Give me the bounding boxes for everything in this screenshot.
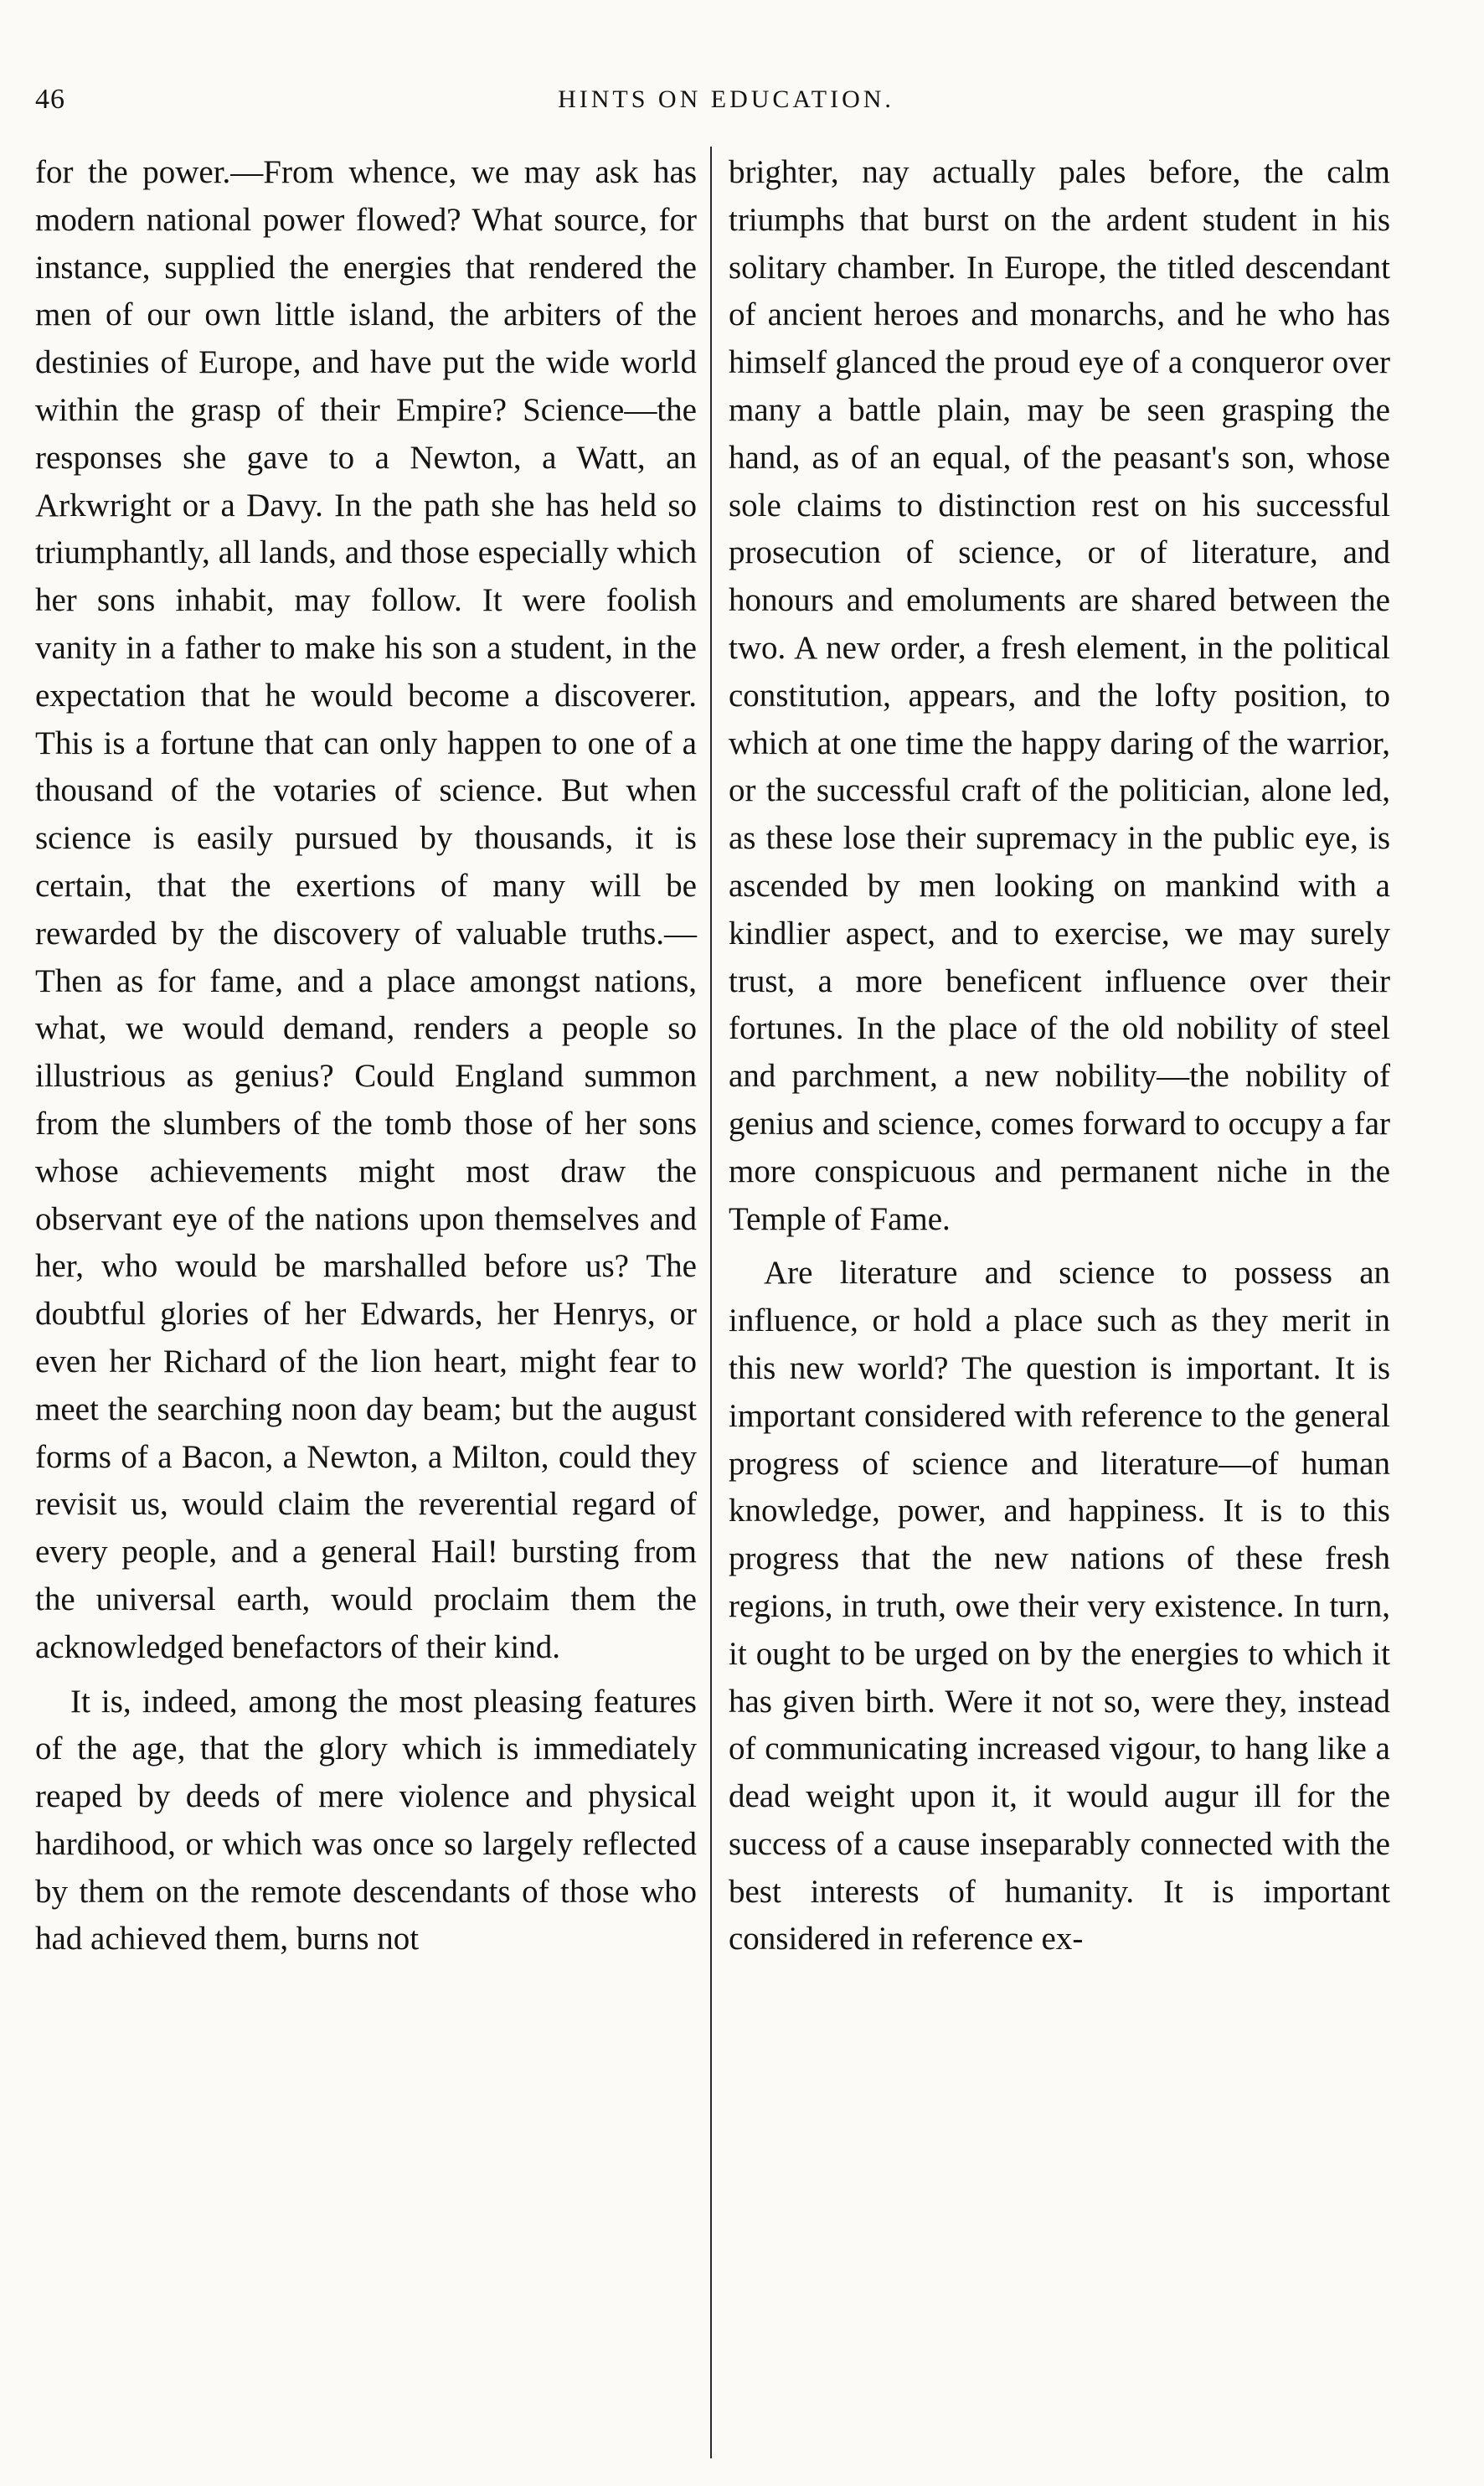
- right-column: [729, 149, 1390, 1963]
- page-header: [35, 84, 1417, 124]
- left-paragraph-1: for the power.—From whence, we may ask has modern national power flowed? What source, for instance, supplied the energies that rendered the men of our own little island, the arbiters of the destinies of Europe, and have put the wide world within the grasp of their Empire? Science—the responses she gave to a Newton, a Watt, an Arkwright or a Davy. In the path she has held so triumphantly, all lands, and those especially which her sons inhabit, may follow. It were foolish vanity in a father to make his son a student, in the expectation that he would become a discoverer. This is a fortune that can only happen to one of a thousand of the votaries of science. But when science is easily pursued by thousands, it is certain, that the exertions of many will be rewarded by the discovery of valuable truths.—Then as for fame, and a place amongst nations, what, we would demand, renders a people so illustrious as genius? Could England summon from the slumbers of the tomb those of her sons whose achievements might most draw the observant eye of the nations upon themselves and her, who would be marshalled before us? The doubtful glories of her Edwards, her Henrys, or even her Richard of the lion heart, might fear to meet the searching noon day beam; but the august forms of a Bacon, a Newton, a Milton, could they revisit us, would claim the reverential regard of every people, and a general Hail! bursting from the universal earth, would proclaim them the acknowledged benefactors of their kind.: [35, 154, 697, 1665]
- left-column: [35, 149, 697, 1963]
- right-paragraph-2: Are literature and science to possess an influence, or hold a place such as they merit in this new world? The question is important. It is important considered with reference to the general progress of science and literature—of human knowledge, power, and happiness. It is to this progress that the new nations of these fresh regions, in truth, owe their very existence. In turn, it ought to be urged on by the energies to which it has given birth. Were it not so, were they, instead of communicating increased vigour, to hang like a dead weight upon it, it would augur ill for the success of a cause inseparably connected with the best interests of humanity. It is important considered in reference ex-: [729, 1255, 1390, 1957]
- right-paragraph-1: brighter, nay actually pales before, the calm triumphs that burst on the ardent student in his solitary chamber. In Europe, the titled descendant of ancient heroes and monarchs, and he who has himself glanced the proud eye of a conqueror over many a battle plain, may be seen grasping the hand, as of an equal, of the peasant's son, whose sole claims to distinction rest on his successful prosecution of science, or of literature, and honours and emoluments are shared between the two. A new order, a fresh element, in the political constitution, appears, and the lofty position, to which at one time the happy daring of the warrior, or the successful craft of the politician, alone led, as these lose their supremacy in the public eye, is ascended by men looking on mankind with a kindlier aspect, and to exercise, we may surely trust, a more beneficent influence over their fortunes. In the place of the old nobility of steel and parchment, a new nobility—the nobility of genius and science, comes forward to occupy a far more conspicuous and permanent niche in the Temple of Fame.: [729, 154, 1390, 1237]
- running-head: HINTS ON EDUCATION.: [558, 85, 894, 113]
- left-paragraph-2: It is, indeed, among the most pleasing features of the age, that the glory which is immediately reaped by deeds of mere violence and physical hardihood, or which was once so largely reflected by them on the remote descendants of those who had achieved them, burns not: [35, 1683, 697, 1957]
- column-divider: [710, 147, 712, 2458]
- page-number: 46: [35, 84, 65, 115]
